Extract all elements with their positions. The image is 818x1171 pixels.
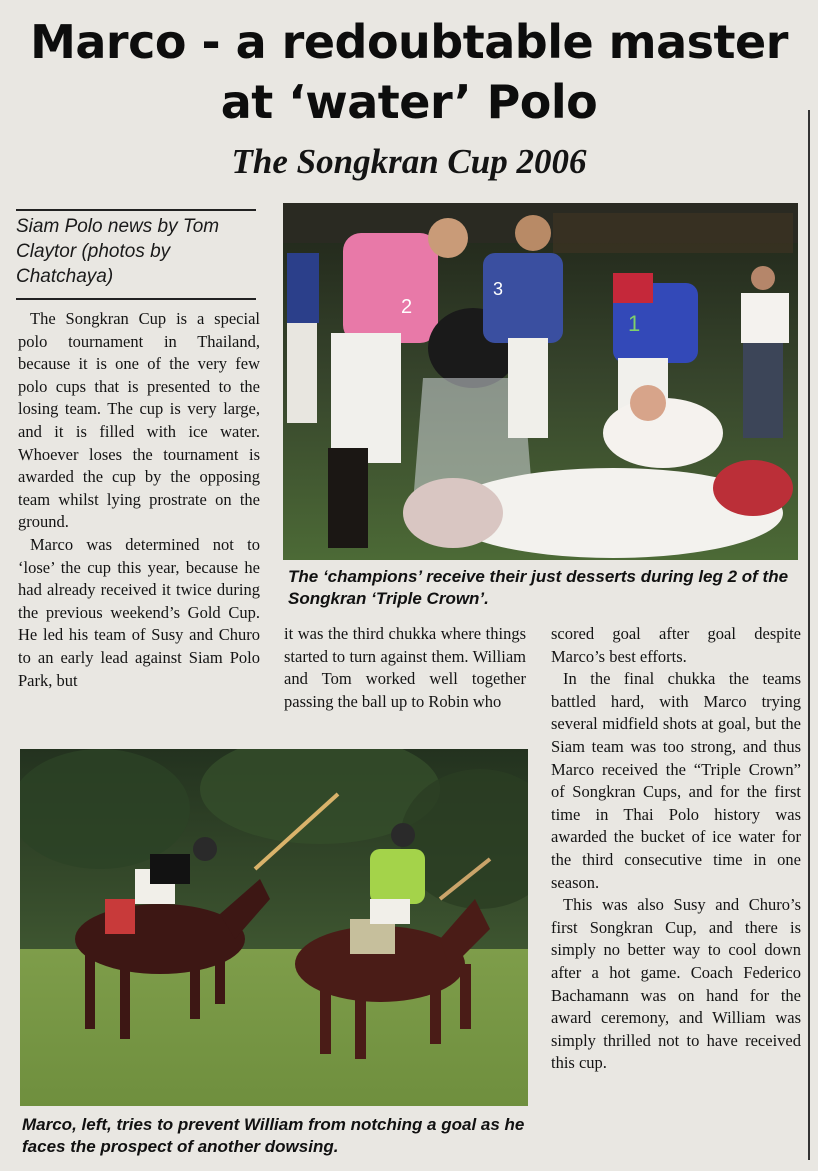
column-rule-right bbox=[808, 110, 810, 1160]
paragraph: it was the third chukka where things started to turn against them. William and Tom worked well together passing the ball up to Robin who bbox=[284, 624, 526, 711]
paragraph: In the final chukka the teams battled hard, with Marco trying several midfield shots at goal, but the Siam team was too strong, and thus Marco received the “Triple Crown” of Songkran Cups, and for the first time in Thai Polo history was awarded the bucket of ice water for the third consecutive time in one season. bbox=[551, 669, 801, 892]
body-column-2 bbox=[284, 623, 526, 713]
caption-bottom-photo: Marco, left, tries to prevent William from notching a goal as he faces the prospect of another dowsing. bbox=[22, 1115, 525, 1156]
paragraph: Marco was determined not to ‘lose’ the cup this year, because he had already received it twice during the previous weekend’s Gold Cup. He led his team of Susy and Churo to an early lead against Siam Polo Park, but bbox=[18, 534, 260, 690]
headline bbox=[0, 12, 818, 132]
paragraph: scored goal after goal despite Marco’s best efforts. bbox=[551, 624, 801, 666]
byline-top-rule bbox=[16, 209, 256, 211]
body-column-1 bbox=[18, 308, 260, 692]
headline-line-2: at ‘water’ Polo bbox=[220, 75, 598, 129]
body-column-3 bbox=[551, 623, 801, 1075]
photo-illustration bbox=[20, 749, 528, 1106]
subheadline: The Songkran Cup 2006 bbox=[231, 142, 587, 181]
photo-polo-match bbox=[20, 749, 528, 1106]
photo-champions-dowsing bbox=[283, 203, 798, 560]
byline-bottom-rule bbox=[16, 298, 256, 300]
jersey-number: 1 bbox=[628, 311, 641, 336]
paragraph: This was also Susy and Churo’s first Songkran Cup, and there is simply no better way to cool down after a hot game. Coach Federico Bachamann was on hand for the award ceremony, and William was simply thrilled not to have received this cup. bbox=[551, 895, 801, 1073]
caption-top-photo: The ‘champions’ receive their just desserts during leg 2 of the Songkran ‘Triple Crown’. bbox=[288, 567, 789, 608]
photo-illustration bbox=[283, 203, 798, 560]
headline-line-1: Marco - a redoubtable master bbox=[30, 15, 788, 69]
jersey-number: 3 bbox=[493, 279, 504, 299]
byline: Siam Polo news by Tom Claytor (photos by Chatchaya) bbox=[16, 216, 220, 287]
paragraph: The Songkran Cup is a special polo tournament in Thailand, because it is one of the very few polo cups that is presented to the losing team. The cup is very large, and it is filled with ice water. Whoever loses the tournament is awarded the cup by the opposing team whilst lying prostrate on the ground. bbox=[18, 309, 260, 532]
jersey-number: 2 bbox=[401, 296, 413, 318]
